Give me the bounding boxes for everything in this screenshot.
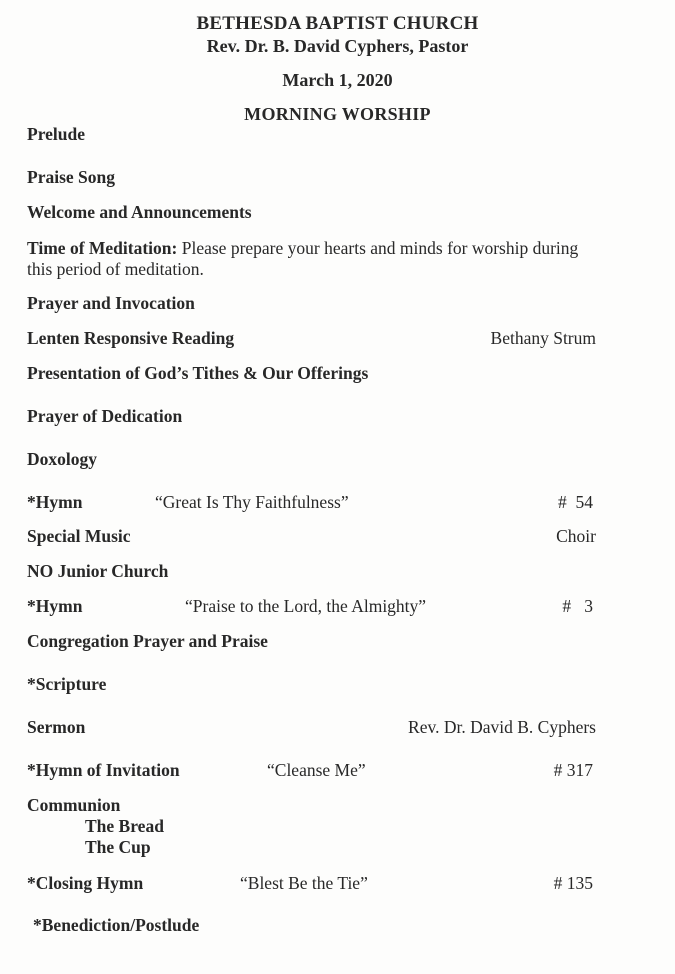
program-row-special-music [27,527,596,545]
item-label-hymn-invitation: *Hymn of Invitation [27,760,180,780]
communion-bread-label: The Bread [85,816,164,836]
communion-element-bread [85,817,596,835]
item-label-closing-hymn: *Closing Hymn [27,873,144,893]
bulletin-header [0,0,675,125]
program-row-closing-hymn [27,874,596,892]
program-row-meditation [27,238,592,280]
program-row-lenten-reading [27,329,596,347]
program-row-hymn-invitation [27,761,596,779]
item-label-no-junior-church: NO Junior Church [27,561,169,581]
item-label-prayer-invocation: Prayer and Invocation [27,293,195,313]
communion-element-cup [85,838,596,856]
program-row-welcome [27,203,596,221]
program-row-sermon [27,718,596,736]
meditation-text: Please prepare your hearts and minds for worship during this period of meditation. [27,238,579,279]
item-label-hymn-1: *Hymn [27,492,83,512]
service-date: March 1, 2020 [282,70,393,90]
program-row-presentation [27,364,596,382]
item-label-special-music: Special Music [27,526,131,546]
item-label-doxology: Doxology [27,449,97,469]
item-label-benediction: *Benediction/Postlude [33,915,200,935]
closing-hymn-title: “Blest Be the Tie” [240,873,368,893]
program-row-doxology [27,450,596,468]
church-name: BETHESDA BAPTIST CHURCH [196,13,479,34]
item-label-welcome: Welcome and Announcements [27,202,252,222]
hymn-invitation-title: “Cleanse Me” [267,760,366,780]
item-label-congregation-prayer: Congregation Prayer and Praise [27,631,268,651]
hymn-2-number: # 3 [562,596,593,616]
program-row-scripture [27,675,596,693]
program-row-prelude [27,125,596,143]
item-label-communion: Communion [27,795,121,815]
item-label-prelude: Prelude [27,124,86,144]
item-label-hymn-2: *Hymn [27,596,83,616]
program-row-benediction [33,916,596,934]
hymn-1-title: “Great Is Thy Faithfulness” [155,492,349,512]
item-label-sermon: Sermon [27,717,86,737]
service-title: MORNING WORSHIP [244,104,431,124]
preacher-name: Rev. Dr. David B. Cyphers [408,717,596,737]
hymn-2-title: “Praise to the Lord, the Almighty” [185,596,427,616]
program-row-prayer-invocation [27,294,596,312]
order-of-worship [27,125,596,934]
item-label-lenten-reading: Lenten Responsive Reading [27,328,235,348]
item-label-praise-song: Praise Song [27,167,115,187]
pastor-line: Rev. Dr. B. David Cyphers, Pastor [206,36,469,56]
program-row-hymn-2 [27,597,596,615]
hymn-1-number: # 54 [558,492,593,512]
program-row-praise-song [27,168,596,186]
performer-name: Choir [556,526,596,546]
hymn-invitation-number: # 317 [553,760,593,780]
meditation-label: Time of Meditation: [27,238,178,258]
program-row-no-junior-church [27,562,596,580]
closing-hymn-number: # 135 [553,873,593,893]
program-row-communion [27,796,596,814]
program-row-congregation-prayer [27,632,596,650]
reader-name: Bethany Strum [490,328,596,348]
communion-cup-label: The Cup [85,837,151,857]
item-label-presentation: Presentation of God’s Tithes & Our Offerings [27,363,369,383]
item-label-scripture: *Scripture [27,674,107,694]
program-row-hymn-1 [27,493,596,511]
item-label-prayer-dedication: Prayer of Dedication [27,406,183,426]
program-row-prayer-dedication [27,407,596,425]
